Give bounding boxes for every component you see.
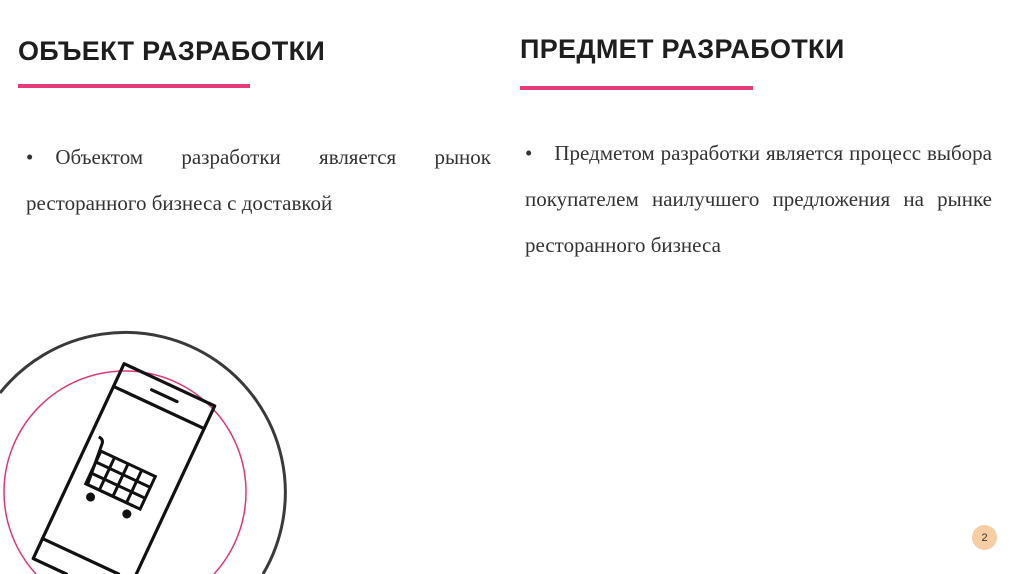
left-heading-underline: [18, 84, 250, 88]
right-body: [525, 130, 992, 268]
right-heading: ПРЕДМЕТ РАЗРАБОТКИ: [520, 34, 845, 64]
left-body: [26, 134, 491, 226]
shopping-cart-icon: [73, 437, 160, 521]
left-body-text: Объектом разработки является рынок ресторанного бизнеса с доставкой: [26, 145, 491, 215]
phone-cart-illustration: [0, 320, 300, 574]
bullet: •: [26, 145, 34, 169]
right-heading-underline: [520, 86, 753, 90]
bullet: •: [525, 141, 533, 165]
right-body-text: Предметом разработки является процесс выбора покупателем наилучшего предложения на рынке ресторанного бизнеса: [525, 141, 992, 257]
left-heading: ОБЪЕКТ РАЗРАБОТКИ: [18, 36, 326, 66]
smartphone-icon: [33, 364, 215, 574]
page-number-badge: 2: [972, 525, 997, 550]
